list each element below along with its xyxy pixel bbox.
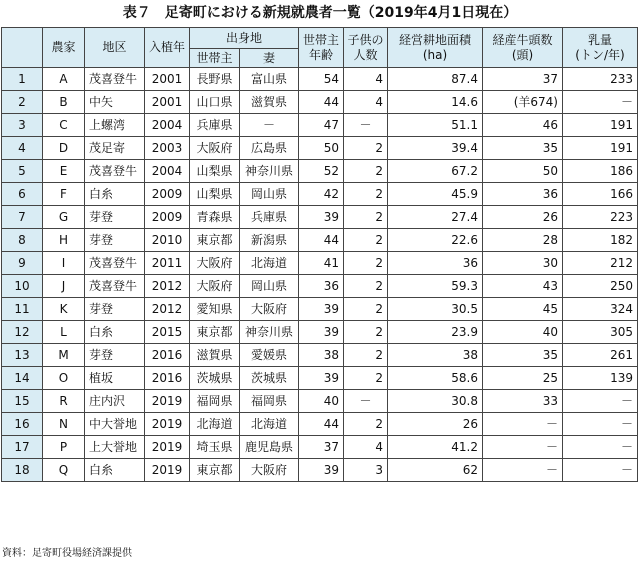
table-row <box>2 436 638 459</box>
kids-cell: － <box>344 114 388 137</box>
origin-head-cell: 北海道 <box>190 413 240 436</box>
header-land-line1: 経営耕地面積 <box>398 32 471 47</box>
origin-head-cell: 東京都 <box>190 321 240 344</box>
age-cell: 41 <box>299 252 344 275</box>
age-cell: 39 <box>299 298 344 321</box>
year-cell: 2012 <box>145 275 190 298</box>
land-cell: 36 <box>388 252 483 275</box>
table-row <box>2 275 638 298</box>
kids-cell: 4 <box>344 68 388 91</box>
origin-wife-cell: 鹿児島県 <box>240 436 299 459</box>
area-cell: 茂喜登牛 <box>85 275 145 298</box>
age-cell: 47 <box>299 114 344 137</box>
origin-head-cell: 兵庫県 <box>190 114 240 137</box>
land-cell: 59.3 <box>388 275 483 298</box>
year-cell: 2016 <box>145 344 190 367</box>
cattle-cell: 35 <box>483 137 563 160</box>
cattle-cell: 30 <box>483 252 563 275</box>
farmer-cell: L <box>43 321 85 344</box>
land-cell: 67.2 <box>388 160 483 183</box>
farmer-cell: J <box>43 275 85 298</box>
cattle-cell: 37 <box>483 68 563 91</box>
farmer-cell: E <box>43 160 85 183</box>
area-cell: 上大誉地 <box>85 436 145 459</box>
header-cattle-line1: 経産牛頭数 <box>492 32 553 47</box>
row-number: 1 <box>2 68 43 91</box>
land-cell: 38 <box>388 344 483 367</box>
year-cell: 2009 <box>145 206 190 229</box>
origin-head-cell: 滋賀県 <box>190 344 240 367</box>
cattle-cell: 26 <box>483 206 563 229</box>
row-number: 17 <box>2 436 43 459</box>
milk-cell: 166 <box>563 183 638 206</box>
header-area: 地区 <box>85 28 145 68</box>
cattle-cell: － <box>483 459 563 482</box>
age-cell: 54 <box>299 68 344 91</box>
row-number: 13 <box>2 344 43 367</box>
origin-wife-cell: 大阪府 <box>240 459 299 482</box>
area-cell: 白糸 <box>85 321 145 344</box>
milk-cell: 186 <box>563 160 638 183</box>
cattle-cell: 45 <box>483 298 563 321</box>
farmer-cell: O <box>43 367 85 390</box>
kids-cell: 2 <box>344 252 388 275</box>
row-number: 12 <box>2 321 43 344</box>
cattle-cell: 43 <box>483 275 563 298</box>
age-cell: 44 <box>299 91 344 114</box>
area-cell: 芽登 <box>85 298 145 321</box>
row-number: 16 <box>2 413 43 436</box>
area-cell: 上螺湾 <box>85 114 145 137</box>
milk-cell: 223 <box>563 206 638 229</box>
year-cell: 2019 <box>145 459 190 482</box>
origin-head-cell: 山梨県 <box>190 160 240 183</box>
year-cell: 2016 <box>145 367 190 390</box>
farmers-table <box>1 27 638 482</box>
area-cell: 茂喜登牛 <box>85 160 145 183</box>
age-cell: 36 <box>299 275 344 298</box>
cattle-cell: 36 <box>483 183 563 206</box>
origin-wife-cell: 愛媛県 <box>240 344 299 367</box>
row-number: 18 <box>2 459 43 482</box>
farmer-cell: K <box>43 298 85 321</box>
land-cell: 30.8 <box>388 390 483 413</box>
kids-cell: 2 <box>344 229 388 252</box>
kids-cell: － <box>344 390 388 413</box>
origin-wife-cell: 神奈川県 <box>240 321 299 344</box>
row-number: 4 <box>2 137 43 160</box>
milk-cell: 305 <box>563 321 638 344</box>
table-row <box>2 390 638 413</box>
table-row <box>2 367 638 390</box>
cattle-cell: 25 <box>483 367 563 390</box>
milk-cell: － <box>563 413 638 436</box>
origin-wife-cell: 福岡県 <box>240 390 299 413</box>
kids-cell: 2 <box>344 321 388 344</box>
header-milk-line2: (トン/年) <box>575 47 625 62</box>
milk-cell: － <box>563 390 638 413</box>
origin-wife-cell: 神奈川県 <box>240 160 299 183</box>
farmer-cell: Q <box>43 459 85 482</box>
year-cell: 2019 <box>145 436 190 459</box>
land-cell: 22.6 <box>388 229 483 252</box>
header-milk <box>563 28 638 68</box>
header-age-line2: 年齢 <box>308 47 333 62</box>
row-number: 11 <box>2 298 43 321</box>
kids-cell: 2 <box>344 367 388 390</box>
cattle-cell: 28 <box>483 229 563 252</box>
farmer-cell: B <box>43 91 85 114</box>
age-cell: 39 <box>299 321 344 344</box>
year-cell: 2003 <box>145 137 190 160</box>
cattle-cell: 50 <box>483 160 563 183</box>
table-row <box>2 321 638 344</box>
origin-head-cell: 東京都 <box>190 459 240 482</box>
land-cell: 27.4 <box>388 206 483 229</box>
area-cell: 茂喜登牛 <box>85 68 145 91</box>
origin-wife-cell: 滋賀県 <box>240 91 299 114</box>
farmer-cell: A <box>43 68 85 91</box>
header-cattle-line2: (頭) <box>511 47 534 62</box>
header-kids-line1: 子供の <box>347 32 384 47</box>
age-cell: 38 <box>299 344 344 367</box>
year-cell: 2001 <box>145 68 190 91</box>
milk-cell: 191 <box>563 114 638 137</box>
origin-head-cell: 福岡県 <box>190 390 240 413</box>
table-row <box>2 68 638 91</box>
row-number: 8 <box>2 229 43 252</box>
area-cell: 植坂 <box>85 367 145 390</box>
row-number: 3 <box>2 114 43 137</box>
year-cell: 2001 <box>145 91 190 114</box>
header-origin-head: 世帯主 <box>190 49 240 68</box>
header-kids-line2: 人数 <box>353 47 378 62</box>
header-origin: 出身地 <box>190 28 299 49</box>
age-cell: 50 <box>299 137 344 160</box>
cattle-cell: 46 <box>483 114 563 137</box>
header-land <box>388 28 483 68</box>
cattle-cell: 35 <box>483 344 563 367</box>
farmer-cell: P <box>43 436 85 459</box>
origin-head-cell: 茨城県 <box>190 367 240 390</box>
kids-cell: 2 <box>344 344 388 367</box>
table-row <box>2 344 638 367</box>
age-cell: 40 <box>299 390 344 413</box>
age-cell: 44 <box>299 229 344 252</box>
area-cell: 白糸 <box>85 459 145 482</box>
table-row <box>2 206 638 229</box>
origin-wife-cell: 兵庫県 <box>240 206 299 229</box>
farmer-cell: D <box>43 137 85 160</box>
kids-cell: 3 <box>344 459 388 482</box>
origin-head-cell: 山梨県 <box>190 183 240 206</box>
origin-wife-cell: 新潟県 <box>240 229 299 252</box>
table-row <box>2 298 638 321</box>
kids-cell: 2 <box>344 160 388 183</box>
year-cell: 2019 <box>145 390 190 413</box>
age-cell: 52 <box>299 160 344 183</box>
area-cell: 芽登 <box>85 344 145 367</box>
origin-head-cell: 大阪府 <box>190 275 240 298</box>
milk-cell: 139 <box>563 367 638 390</box>
row-number: 7 <box>2 206 43 229</box>
milk-cell: 233 <box>563 68 638 91</box>
cattle-cell: 33 <box>483 390 563 413</box>
table-row <box>2 183 638 206</box>
farmer-cell: I <box>43 252 85 275</box>
origin-head-cell: 長野県 <box>190 68 240 91</box>
table-row <box>2 160 638 183</box>
land-cell: 58.6 <box>388 367 483 390</box>
milk-cell: － <box>563 436 638 459</box>
year-cell: 2015 <box>145 321 190 344</box>
table-title: 表７ 足寄町における新規就農者一覧（2019年4月1日現在） <box>122 5 518 21</box>
kids-cell: 2 <box>344 298 388 321</box>
farmer-cell: G <box>43 206 85 229</box>
farmer-cell: M <box>43 344 85 367</box>
row-number: 10 <box>2 275 43 298</box>
farmer-cell: H <box>43 229 85 252</box>
origin-head-cell: 東京都 <box>190 229 240 252</box>
origin-head-cell: 埼玉県 <box>190 436 240 459</box>
year-cell: 2009 <box>145 183 190 206</box>
origin-wife-cell: 岡山県 <box>240 183 299 206</box>
kids-cell: 4 <box>344 91 388 114</box>
year-cell: 2004 <box>145 114 190 137</box>
kids-cell: 2 <box>344 275 388 298</box>
row-number: 9 <box>2 252 43 275</box>
land-cell: 51.1 <box>388 114 483 137</box>
header-age <box>299 28 344 68</box>
row-number: 6 <box>2 183 43 206</box>
source-note: 資料：足寄町役場経済課提供 <box>2 548 132 559</box>
cattle-cell: － <box>483 413 563 436</box>
area-cell: 白糸 <box>85 183 145 206</box>
origin-wife-cell: 大阪府 <box>240 298 299 321</box>
land-cell: 39.4 <box>388 137 483 160</box>
age-cell: 39 <box>299 459 344 482</box>
table-row <box>2 114 638 137</box>
origin-head-cell: 愛知県 <box>190 298 240 321</box>
age-cell: 37 <box>299 436 344 459</box>
row-number: 14 <box>2 367 43 390</box>
row-number: 15 <box>2 390 43 413</box>
origin-wife-cell: 富山県 <box>240 68 299 91</box>
land-cell: 45.9 <box>388 183 483 206</box>
table-row <box>2 252 638 275</box>
area-cell: 芽登 <box>85 229 145 252</box>
header-farmer: 農家 <box>43 28 85 68</box>
land-cell: 30.5 <box>388 298 483 321</box>
header-cattle <box>483 28 563 68</box>
origin-wife-cell: 茨城県 <box>240 367 299 390</box>
header-no <box>2 28 43 68</box>
land-cell: 14.6 <box>388 91 483 114</box>
milk-cell: 324 <box>563 298 638 321</box>
origin-wife-cell: 岡山県 <box>240 275 299 298</box>
origin-head-cell: 大阪府 <box>190 252 240 275</box>
cattle-cell: 40 <box>483 321 563 344</box>
milk-cell: － <box>563 459 638 482</box>
area-cell: 茂喜登牛 <box>85 252 145 275</box>
kids-cell: 4 <box>344 436 388 459</box>
land-cell: 26 <box>388 413 483 436</box>
origin-head-cell: 山口県 <box>190 91 240 114</box>
farmer-cell: C <box>43 114 85 137</box>
age-cell: 39 <box>299 367 344 390</box>
year-cell: 2011 <box>145 252 190 275</box>
farmer-cell: N <box>43 413 85 436</box>
table-row <box>2 91 638 114</box>
table-row <box>2 137 638 160</box>
origin-wife-cell: － <box>240 114 299 137</box>
area-cell: 中大誉地 <box>85 413 145 436</box>
farmer-cell: F <box>43 183 85 206</box>
age-cell: 39 <box>299 206 344 229</box>
area-cell: 中矢 <box>85 91 145 114</box>
kids-cell: 2 <box>344 413 388 436</box>
origin-head-cell: 青森県 <box>190 206 240 229</box>
milk-cell: 250 <box>563 275 638 298</box>
header-year: 入植年 <box>145 28 190 68</box>
header-milk-line1: 乳量 <box>587 32 612 47</box>
area-cell: 茂足寄 <box>85 137 145 160</box>
milk-cell: 212 <box>563 252 638 275</box>
year-cell: 2012 <box>145 298 190 321</box>
table-row <box>2 229 638 252</box>
milk-cell: － <box>563 91 638 114</box>
year-cell: 2004 <box>145 160 190 183</box>
land-cell: 87.4 <box>388 68 483 91</box>
table-row <box>2 413 638 436</box>
land-cell: 41.2 <box>388 436 483 459</box>
milk-cell: 191 <box>563 137 638 160</box>
age-cell: 42 <box>299 183 344 206</box>
cattle-cell: (羊674) <box>483 91 563 114</box>
age-cell: 44 <box>299 413 344 436</box>
origin-wife-cell: 広島県 <box>240 137 299 160</box>
land-cell: 23.9 <box>388 321 483 344</box>
year-cell: 2019 <box>145 413 190 436</box>
kids-cell: 2 <box>344 183 388 206</box>
header-origin-wife: 妻 <box>240 49 299 68</box>
row-number: 5 <box>2 160 43 183</box>
kids-cell: 2 <box>344 137 388 160</box>
area-cell: 庄内沢 <box>85 390 145 413</box>
milk-cell: 182 <box>563 229 638 252</box>
farmer-cell: R <box>43 390 85 413</box>
header-land-line2: (ha) <box>422 47 448 62</box>
table-body <box>2 68 638 482</box>
row-number: 2 <box>2 91 43 114</box>
year-cell: 2010 <box>145 229 190 252</box>
area-cell: 芽登 <box>85 206 145 229</box>
origin-wife-cell: 北海道 <box>240 413 299 436</box>
kids-cell: 2 <box>344 206 388 229</box>
milk-cell: 261 <box>563 344 638 367</box>
origin-head-cell: 大阪府 <box>190 137 240 160</box>
origin-wife-cell: 北海道 <box>240 252 299 275</box>
header-age-line1: 世帯主 <box>302 32 339 47</box>
land-cell: 62 <box>388 459 483 482</box>
cattle-cell: － <box>483 436 563 459</box>
header-kids <box>344 28 388 68</box>
table-row <box>2 459 638 482</box>
